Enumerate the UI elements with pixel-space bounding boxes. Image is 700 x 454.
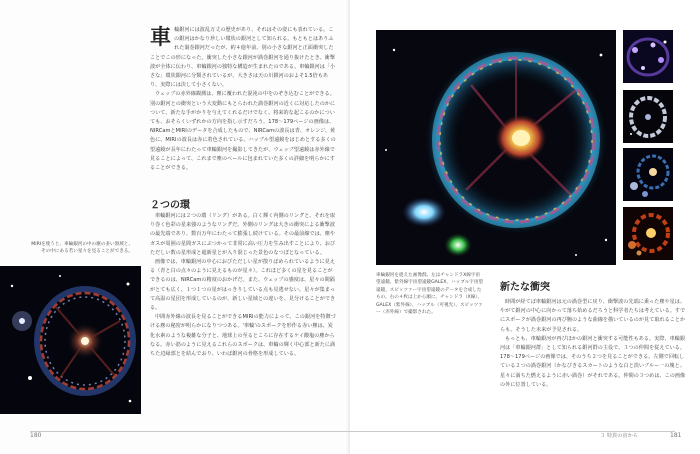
rings-text-block (150, 212, 336, 359)
cartwheel-composite-photo (376, 30, 616, 265)
section-heading-collision: 新たな衝突 (500, 282, 550, 293)
collision-paragraph-2: もっとも、車輪銀河が再びほかの銀河と衝突する可能性もある。実際、車輪銀河は「車輪銀河群」として知られる銀河群の主役で、３つの仲間を従えている。178～179ページの画像では、そのうち２つを見ることができる。左側で回転している２つの渦巻銀河（かなびきるスカートのような白と淡いブルー一の塊と、星々に満ちた燃えるように赤い渦巻）がそれである。仲間の３つめは、この画像の外に位置している。 (500, 335, 686, 388)
miri-galaxy-photo (0, 266, 141, 414)
collision-text-block (500, 298, 688, 390)
collision-paragraph-1: 時間が経てば車輪銀河は元の渦巻型に戻り、衝撃波の先端に乗った塵や星は、やがて銀河の中心に向かって落ち始めるだろうと科学者たちは考えている。すでにスポークが渦巻銀河の再び腕のような曲線を描いているのが見て取れることからも、そうした未来が予見される。 (500, 299, 686, 333)
intro-paragraph-1: 輪銀河には波乱万丈の歴史があり、それはその姿にも表れている。この銀河はかなり珍しい環状の銀河として知られる。もともとはありふれた渦巻銀河だったが、約４億年前、別の小さな銀河と正面衝突したことでこの形になった。衝突した小さな銀河が渦巻銀河を通り抜けたとき、衝撃波が全体に伝わり、車輪銀河の独特な構造が生まれたのである。車輪銀河は「小さな」環状銀河に分類されているが、大きさは天の川銀河のおよそ1.5倍もあり、実際には決して小さくない。 (150, 27, 336, 89)
page-number-right: 181 (670, 432, 682, 439)
intro-text-block (150, 26, 336, 173)
caption-right-photos: 車輪銀河を捉えた画像群。左はチャンドラX線宇宙望遠鏡、紫外線宇宙望遠鏡GALEX、ハッブル宇宙望遠鏡、スピッツァー宇宙望遠鏡のデータを合成したもの。右の４枚は上から順に、チャンドラ（X線）、GALEX（紫外線）、ハッブル（可視光）、スピッツァー（赤外線）で撮影された。 (376, 273, 484, 316)
rings-paragraph-2: 画像では、車輪銀河の中心におびただしい星が散りばめられているように見える（青と白の点々のように見えるものが星々）。これほど多くの星を見ることができるのは、NIRCamの精度のおかげだ。また、ウェッブの感度は、星々の間隔がとても広く、１つ１つの星がはっきりしている点も見逃せない。星々が集まって高温の星団を形成しているのが、新しい星域との違いを、見分けることができる。 (150, 259, 336, 312)
page-number-left: 180 (30, 432, 42, 439)
galex-ultraviolet-thumbnail (623, 90, 673, 143)
running-title: ３ 特異の宙から (600, 433, 638, 439)
intro-paragraph-2: ウェッブの赤外線観測は、塵に覆われた混沌の中をのぞき込むことができる。別の銀河との衝突という大変動にもとらわれた渦巻銀河の近くに対応したのかについて、新たな手がかりを与えてくれるだけでなく、将来的な起こるのかについても、おそらくいずれかの方向を指し示すだろう。178～179ページの画像は、NIRCamとMIRIのデータを合成したもので、NIRCamの波長は青、オレンジ、黄色に、MIRIの波長は赤に着色されている。ハッブル望遠鏡をはじめとする多くの望遠鏡が長年にわたって車輪銀河を撮影してきたが、ウェッブ望遠鏡は赤外線で見ることによって、これまで塵のベールに包まれていた多くの詳細を明らかにすることができる。 (150, 91, 336, 172)
rings-paragraph-3: 中間赤外線の波長を見ることができるMIRIの能力によって、この銀河を特徴づける塵の秘密が明らかになりつつある。'車輪'のスポークを形作る赤い塵は、炭化水素のような複雑な分子と、地球上の至るところに存在するケイ酸塩の塵からなる。赤い筋のように見えるこれらのスポークは、車輪の輝く中心部と新たに満ちた辺縁部とを結んでおり、いわば銀河の骨格を形成している。 (150, 314, 336, 358)
rings-paragraph-1: 車輪銀河には２つの環（リング）がある。白く輝く内側のリングと、それを取り巻く色彩の星来強のようなリングだ。外側のリングは大きの衝突による衝撃波の最先端であり、数百万年にわたって膨張し続けている。その最前線では、塵やガスが周囲の星間ガスにぶつかって非常に高い圧力を生み出すことにより、おびただしい数の星形成と超新星とが入り混じった景色のなつぼとなっている。 (150, 213, 336, 256)
footer-rule (30, 431, 675, 432)
drop-cap: 車 (150, 24, 172, 49)
caption-left-photo: MIRIを使うと、車輪銀河の中の塵の多い領域と、その中にある若い星々を見ることができる。 (31, 242, 133, 255)
section-heading-rings: ２つの環 (150, 200, 190, 211)
spitzer-infrared-thumbnail (623, 207, 673, 260)
hubble-visible-thumbnail (623, 148, 673, 201)
chandra-xray-thumbnail (623, 30, 673, 83)
